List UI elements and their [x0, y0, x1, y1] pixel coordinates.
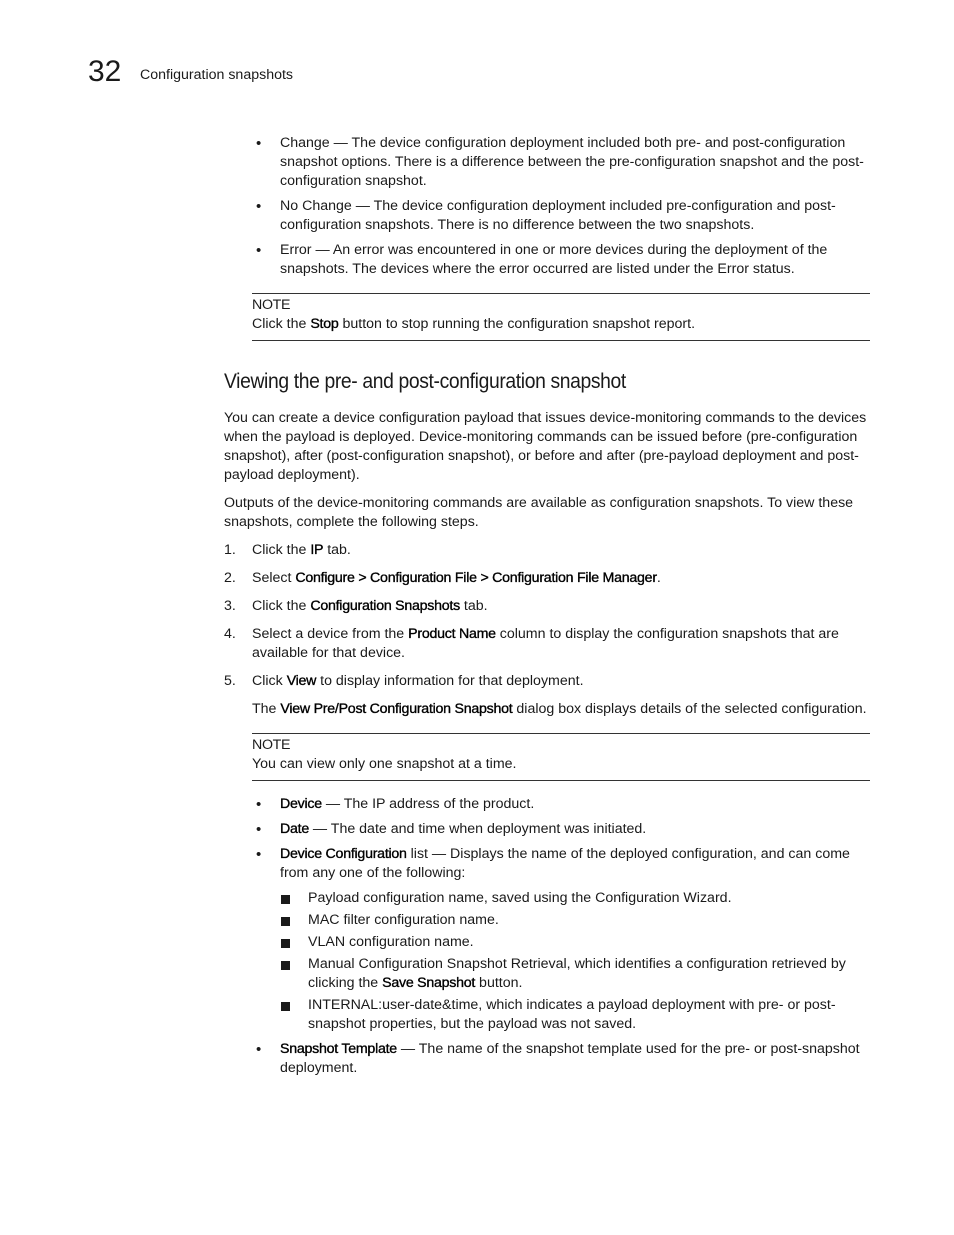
list-item: • Snapshot Template — The name of the snapshot template used for the pre- or post-snapshot deployment.	[224, 1040, 870, 1078]
dialog-description: The View Pre/Post Configuration Snapshot dialog box displays details of the selected configuration.	[252, 701, 867, 717]
list-item: INTERNAL:user-date&time, which indicates a payload deployment with pre- or post-snapshot properties, but the payload was not saved.	[280, 996, 870, 1034]
field-list	[224, 795, 870, 1078]
steps-list	[224, 541, 870, 691]
config-source-list	[280, 889, 870, 1034]
chapter-title: Configuration snapshots	[140, 67, 294, 83]
note-text: You can view only one snapshot at a time.	[252, 756, 517, 772]
chapter-number: 32	[88, 55, 122, 88]
note-box	[252, 293, 870, 341]
list-item: • Change — The device configuration deployment included both pre- and post-configuration snapshot options. There is a difference between the pre-configuration snapshot and the post- configuration snapshot.	[224, 134, 870, 191]
paragraph: You can create a device configuration payload that issues device-monitoring commands to the devices when the payload is deployed. Device-monitoring commands can be issued before (pre-configuration snapshot), after (post-configuration snapshot), or before and after (pre-payload deployment and post-payload deployment).	[224, 410, 867, 483]
step-item: 1. Click the IP tab.	[224, 542, 351, 558]
list-item: • Date — The date and time when deployment was initiated.	[224, 820, 870, 839]
status-list	[224, 134, 870, 279]
list-item: Manual Configuration Snapshot Retrieval, which identifies a configuration retrieved by clicking the Save Snapshot button.	[280, 955, 870, 993]
section-heading: Viewing the pre- and post-configuration snapshot	[224, 370, 626, 393]
note-label: NOTE	[252, 297, 291, 313]
list-item: • No Change — The device configuration deployment included pre-configuration and post-configuration snapshots. There is no difference between the two snapshots.	[224, 197, 870, 235]
paragraph: Outputs of the device-monitoring commands are available as configuration snapshots. To view these snapshots, complete the following steps.	[224, 495, 854, 530]
step-item: 3. Click the Configuration Snapshots tab.	[224, 598, 488, 614]
step-item: 5. Click View to display information for that deployment.	[224, 673, 584, 689]
list-item: VLAN configuration name.	[280, 933, 870, 952]
list-item: • Device Configuration list — Displays the name of the deployed configuration, and can come from any one of the following: Payload configuration name, saved using the Configuration Wizard. MAC filter configuration name. VLAN configuration name. Manual Configuration Snapshot Retrieval, which identifies a configuration retrieved by clicking the Save Snapshot button. INTERNAL:user-date&time, which indicates a payload deployment with pre- or post-snapshot properties, but the payload was not saved.	[224, 845, 870, 1034]
list-item: • Device — The IP address of the product.	[224, 795, 870, 814]
note-box	[252, 733, 870, 781]
list-item: • Error — An error was encountered in one or more devices during the deployment of the snapshots. The devices where the error occurred are listed under the Error status.	[224, 241, 870, 279]
list-item: MAC filter configuration name.	[280, 911, 870, 930]
step-item: 2. Select Configure > Configuration File > Configuration File Manager.	[224, 570, 661, 586]
step-item: 4. Select a device from the Product Name column to display the configuration snapshots that are available for that device.	[224, 626, 839, 661]
page-content	[224, 134, 870, 1084]
note-label: NOTE	[252, 737, 291, 753]
note-text: Click the Stop button to stop running the configuration snapshot report.	[252, 316, 696, 332]
stop-term: Stop	[310, 316, 339, 332]
list-item: Payload configuration name, saved using the Configuration Wizard.	[280, 889, 870, 908]
